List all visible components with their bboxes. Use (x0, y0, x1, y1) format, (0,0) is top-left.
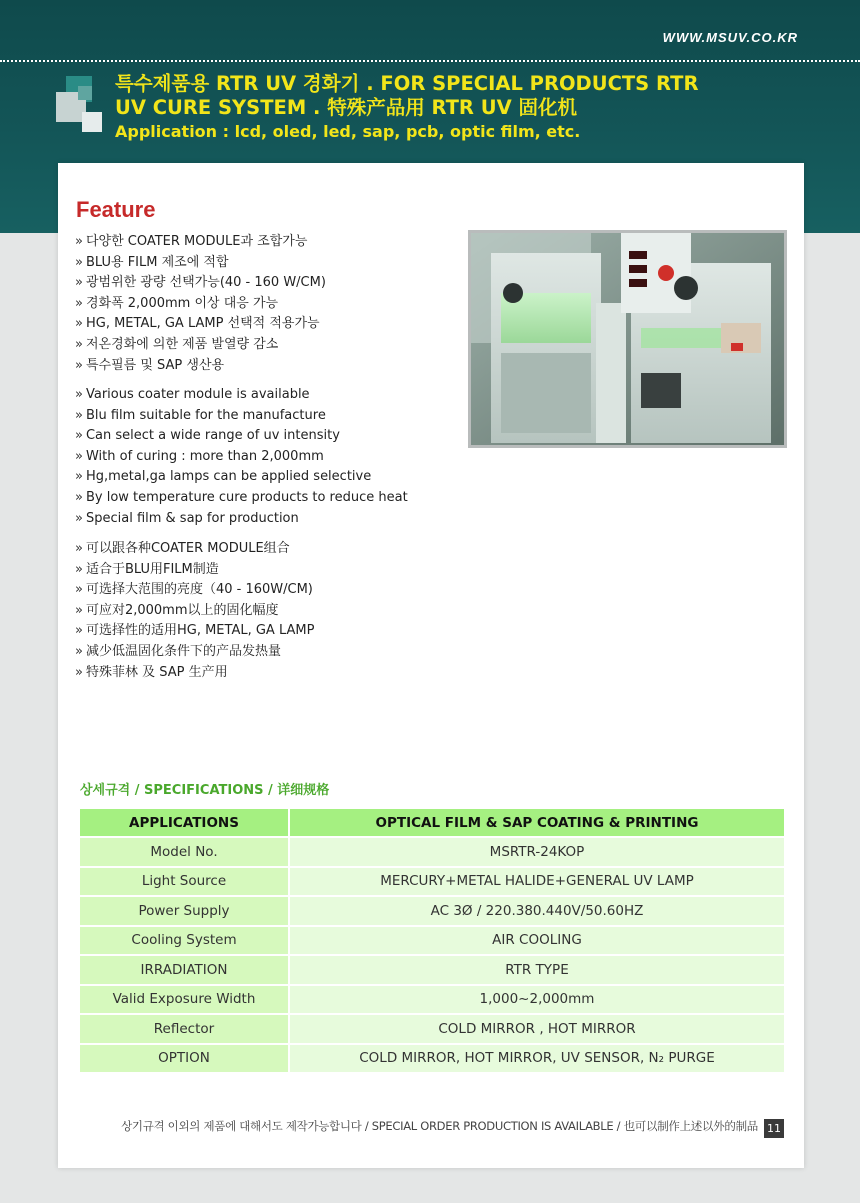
list-item: » BLU용 FILM 제조에 적합 (75, 254, 229, 270)
page-number: 11 (764, 1119, 784, 1138)
spec-value: RTR TYPE (290, 956, 784, 984)
table-row (80, 956, 784, 984)
feature-list-korean (75, 232, 326, 376)
spec-label: Light Source (80, 868, 288, 896)
spec-label: IRRADIATION (80, 956, 288, 984)
spec-label: OPTION (80, 1045, 288, 1073)
list-item: » 저온경화에 의한 제품 발열량 감소 (75, 336, 279, 352)
list-item: » 可以跟各种COATER MODULE组合 (75, 541, 290, 556)
list-item: » 다양한 COATER MODULE과 조합가능 (75, 234, 308, 249)
feature-list-chinese (75, 539, 314, 683)
table-header-value: OPTICAL FILM & SAP COATING & PRINTING (290, 809, 784, 836)
list-item: » 可选择性的适用HG, METAL, GA LAMP (75, 623, 315, 639)
list-item: » 可应对2,000mm以上的固化幅度 (75, 602, 279, 618)
application-line: Application : lcd, oled, led, sap, pcb, optic film, etc. (115, 122, 581, 141)
table-row (80, 897, 784, 925)
feature-title: Feature (76, 197, 156, 222)
list-item: » 适合于BLU用FILM制造 (75, 561, 219, 577)
table-row (80, 1015, 784, 1043)
table-row (80, 868, 784, 896)
spec-value: COLD MIRROR, HOT MIRROR, UV SENSOR, N₂ PURGE (290, 1045, 784, 1073)
list-item: » Can select a wide range of uv intensity (75, 428, 340, 444)
list-item: » 减少低温固化条件下的产品发热量 (75, 643, 281, 659)
specifications-heading: 상세규격 / SPECIFICATIONS / 详细规格 (80, 783, 330, 798)
spec-label: Model No. (80, 838, 288, 866)
spec-label: Reflector (80, 1015, 288, 1043)
spec-value: AIR COOLING (290, 927, 784, 955)
list-item: » 광범위한 광량 선택가능(40 - 160 W/CM) (75, 275, 326, 291)
list-item: » 경화폭 2,000mm 이상 대응 가능 (75, 295, 279, 311)
spec-label: Power Supply (80, 897, 288, 925)
specifications-table (80, 807, 784, 1074)
spec-label: Cooling System (80, 927, 288, 955)
table-row (80, 1045, 784, 1073)
footer-note: 상기규격 이외의 제품에 대해서도 제작가능합니다 / SPECIAL ORDER PRODUCTION IS AVAILABLE / 也可以制作上述以外的制品 (121, 1119, 758, 1133)
list-item: » With of curing : more than 2,000mm (75, 448, 324, 464)
content-card (58, 163, 804, 1168)
spec-value: MERCURY+METAL HALIDE+GENERAL UV LAMP (290, 868, 784, 896)
list-item: » By low temperature cure products to reduce heat (75, 489, 408, 505)
dotted-divider (0, 60, 860, 62)
logo-squares-icon (56, 76, 104, 136)
list-item: » 특수필름 및 SAP 생산용 (75, 357, 225, 373)
spec-value: AC 3Ø / 220.380.440V/50.60HZ (290, 897, 784, 925)
table-header-label: APPLICATIONS (80, 809, 288, 836)
list-item: » Blu film suitable for the manufacture (75, 407, 326, 423)
list-item: » Hg,metal,ga lamps can be applied selective (75, 469, 372, 485)
page-title-line-1: 특수제품용 RTR UV 경화기 . FOR SPECIAL PRODUCTS RTR (115, 72, 699, 95)
list-item: » Special film & sap for production (75, 510, 299, 526)
feature-list-english (75, 385, 408, 529)
spec-value: 1,000~2,000mm (290, 986, 784, 1014)
page-title-line-2: UV CURE SYSTEM . 特殊产品用 RTR UV 固化机 (115, 96, 577, 119)
list-item: » Various coater module is available (75, 387, 310, 402)
spec-label: Valid Exposure Width (80, 986, 288, 1014)
list-item: » HG, METAL, GA LAMP 선택적 적용가능 (75, 316, 320, 332)
list-item: » 特殊菲林 及 SAP 生产用 (75, 664, 228, 680)
spec-value: MSRTR-24KOP (290, 838, 784, 866)
spec-value: COLD MIRROR , HOT MIRROR (290, 1015, 784, 1043)
product-photo (468, 230, 787, 448)
table-row (80, 986, 784, 1014)
table-header-row (80, 809, 784, 836)
table-row (80, 927, 784, 955)
title-block (115, 72, 698, 143)
table-row (80, 838, 784, 866)
site-url[interactable]: WWW.MSUV.CO.KR (662, 30, 798, 45)
list-item: » 可选择大范围的亮度（40 - 160W/CM) (75, 582, 313, 598)
